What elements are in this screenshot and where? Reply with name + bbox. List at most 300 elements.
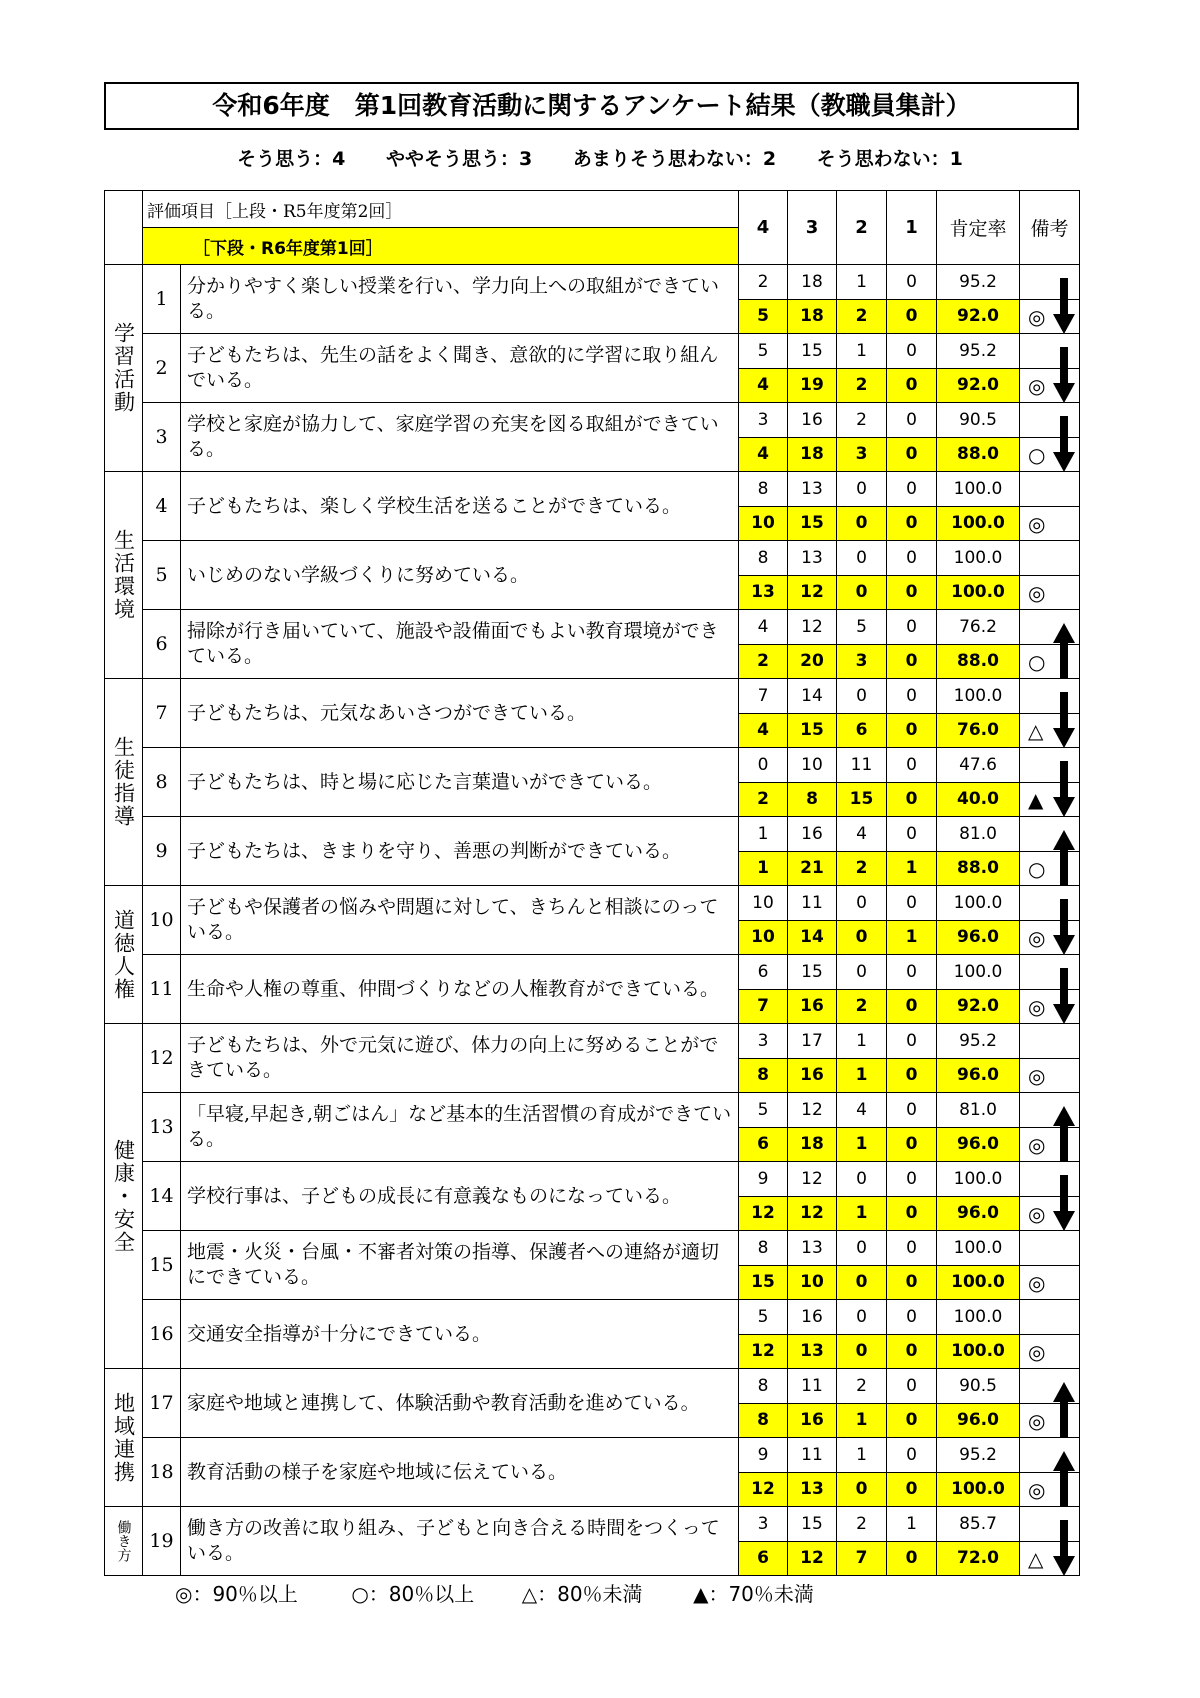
curr-value: 10 — [739, 506, 788, 541]
note-cell — [1020, 989, 1080, 1024]
prev-value: 0 — [887, 1300, 937, 1335]
header-note: 備考 — [1020, 191, 1080, 265]
prev-value: 95.2 — [937, 1438, 1020, 1473]
prev-value: 0 — [887, 265, 937, 300]
curr-value: 15 — [788, 713, 837, 748]
curr-value: 7 — [837, 1541, 887, 1576]
prev-value: 10 — [739, 886, 788, 921]
rating-mark: ◎ — [1028, 1339, 1046, 1364]
item-number: 17 — [143, 1369, 181, 1438]
item-number: 16 — [143, 1300, 181, 1369]
note-cell — [1020, 1127, 1080, 1162]
item-number: 1 — [143, 265, 181, 334]
prev-value: 0 — [887, 472, 937, 507]
prev-value: 76.2 — [937, 610, 1020, 645]
scale-3: ややそう思う：3 — [385, 148, 533, 170]
curr-value: 96.0 — [937, 1403, 1020, 1438]
prev-value: 18 — [788, 265, 837, 300]
prev-value: 0 — [837, 1162, 887, 1197]
curr-value: 92.0 — [937, 299, 1020, 334]
curr-value: 13 — [788, 1472, 837, 1507]
arrow-up-icon — [1053, 1106, 1075, 1162]
prev-value: 4 — [837, 817, 887, 852]
note-cell — [1020, 1300, 1080, 1335]
prev-value: 14 — [788, 679, 837, 714]
prev-value: 8 — [739, 472, 788, 507]
item-number: 11 — [143, 955, 181, 1024]
curr-value: 1 — [837, 1127, 887, 1162]
prev-value: 0 — [887, 748, 937, 783]
prev-value: 1 — [739, 817, 788, 852]
prev-value: 6 — [739, 955, 788, 990]
curr-value: 18 — [788, 1127, 837, 1162]
curr-value: 12 — [739, 1196, 788, 1231]
prev-value: 9 — [739, 1438, 788, 1473]
curr-value: 20 — [788, 644, 837, 679]
note-cell — [1020, 437, 1080, 472]
curr-value: 14 — [788, 920, 837, 955]
arrow-down-icon — [1053, 968, 1075, 1024]
prev-value: 5 — [739, 334, 788, 369]
curr-value: 96.0 — [937, 1196, 1020, 1231]
item-text: 子どもたちは、外で元気に遊び、体力の向上に努めることができている。 — [181, 1024, 739, 1093]
prev-value: 0 — [837, 541, 887, 576]
prev-value: 0 — [837, 886, 887, 921]
arrow-down-icon — [1053, 1520, 1075, 1576]
item-number: 12 — [143, 1024, 181, 1093]
item-text: 生命や人権の尊重、仲間づくりなどの人権教育ができている。 — [181, 955, 739, 1024]
curr-value: 1 — [837, 1196, 887, 1231]
item-text: 掃除が行き届いていて、施設や設備面でもよい教育環境ができている。 — [181, 610, 739, 679]
scale-1: そう思わない：1 — [816, 148, 963, 170]
rating-mark: ◎ — [1028, 1132, 1046, 1157]
rating-mark: ◎ — [1028, 580, 1046, 605]
note-cell — [1020, 1403, 1080, 1438]
prev-value: 3 — [739, 1507, 788, 1542]
item-text: 学校と家庭が協力して、家庭学習の充実を図る取組ができている。 — [181, 403, 739, 472]
curr-value: 16 — [788, 1058, 837, 1093]
curr-value: 15 — [788, 506, 837, 541]
note-cell — [1020, 1472, 1080, 1507]
prev-value: 81.0 — [937, 817, 1020, 852]
prev-value: 13 — [788, 1231, 837, 1266]
curr-value: 7 — [739, 989, 788, 1024]
rating-mark: ◎ — [1028, 925, 1046, 950]
curr-value: 12 — [739, 1334, 788, 1369]
curr-value: 100.0 — [937, 506, 1020, 541]
legend — [175, 1580, 1175, 1608]
arrow-down-icon — [1053, 899, 1075, 955]
curr-value: 12 — [739, 1472, 788, 1507]
curr-value: 3 — [837, 437, 887, 472]
legend-circle: ○：80％以上 — [351, 1582, 475, 1606]
note-cell — [1020, 1024, 1080, 1059]
prev-value: 0 — [837, 1300, 887, 1335]
curr-value: 2 — [739, 782, 788, 817]
curr-value: 0 — [887, 1196, 937, 1231]
prev-value: 1 — [837, 265, 887, 300]
item-number: 4 — [143, 472, 181, 541]
prev-value: 2 — [837, 1507, 887, 1542]
prev-value: 17 — [788, 1024, 837, 1059]
header-col-3: 3 — [788, 191, 837, 265]
arrow-down-icon — [1053, 761, 1075, 817]
curr-value: 19 — [788, 368, 837, 403]
header-col-2: 2 — [837, 191, 887, 265]
curr-value: 8 — [788, 782, 837, 817]
header-col-4: 4 — [739, 191, 788, 265]
item-text: 家庭や地域と連携して、体験活動や教育活動を進めている。 — [181, 1369, 739, 1438]
prev-value: 0 — [887, 1093, 937, 1128]
prev-value: 90.5 — [937, 1369, 1020, 1404]
prev-value: 0 — [887, 886, 937, 921]
curr-value: 0 — [887, 299, 937, 334]
curr-value: 0 — [837, 1334, 887, 1369]
curr-value: 12 — [788, 1541, 837, 1576]
prev-value: 0 — [887, 334, 937, 369]
category-label: 学習活動 — [105, 265, 143, 472]
curr-value: 0 — [837, 506, 887, 541]
prev-value: 15 — [788, 334, 837, 369]
rating-mark: ◎ — [1028, 304, 1046, 329]
prev-value: 1 — [837, 1438, 887, 1473]
curr-value: 4 — [739, 368, 788, 403]
legend-double-circle: ◎：90％以上 — [175, 1582, 298, 1606]
curr-value: 12 — [788, 575, 837, 610]
prev-value: 12 — [788, 1162, 837, 1197]
prev-value: 0 — [887, 817, 937, 852]
header-rate: 肯定率 — [937, 191, 1020, 265]
item-text: 子どもたちは、きまりを守り、善悪の判断ができている。 — [181, 817, 739, 886]
prev-value: 11 — [788, 1369, 837, 1404]
prev-value: 11 — [788, 886, 837, 921]
prev-value: 13 — [788, 472, 837, 507]
curr-value: 0 — [887, 506, 937, 541]
prev-value: 100.0 — [937, 886, 1020, 921]
item-number: 14 — [143, 1162, 181, 1231]
item-number: 13 — [143, 1093, 181, 1162]
item-text: 教育活動の様子を家庭や地域に伝えている。 — [181, 1438, 739, 1507]
curr-value: 2 — [837, 851, 887, 886]
item-number: 7 — [143, 679, 181, 748]
arrow-down-icon — [1053, 692, 1075, 748]
prev-value: 9 — [739, 1162, 788, 1197]
item-text: 子どもたちは、元気なあいさつができている。 — [181, 679, 739, 748]
prev-value: 1 — [837, 334, 887, 369]
item-number: 6 — [143, 610, 181, 679]
arrow-up-icon — [1053, 1382, 1075, 1438]
curr-value: 40.0 — [937, 782, 1020, 817]
item-text: 子どもたちは、先生の話をよく聞き、意欲的に学習に取り組んでいる。 — [181, 334, 739, 403]
prev-value: 15 — [788, 1507, 837, 1542]
prev-value: 0 — [887, 1438, 937, 1473]
note-cell — [1020, 782, 1080, 817]
rating-mark: ○ — [1028, 649, 1046, 674]
note-cell — [1020, 368, 1080, 403]
prev-value: 100.0 — [937, 472, 1020, 507]
item-text: 働き方の改善に取り組み、子どもと向き合える時間をつくっている。 — [181, 1507, 739, 1576]
note-cell — [1020, 1231, 1080, 1266]
item-text: いじめのない学級づくりに努めている。 — [181, 541, 739, 610]
curr-value: 0 — [887, 368, 937, 403]
curr-value: 21 — [788, 851, 837, 886]
curr-value: 100.0 — [937, 1334, 1020, 1369]
item-number: 9 — [143, 817, 181, 886]
rating-mark: ◎ — [1028, 1201, 1046, 1226]
prev-value: 1 — [887, 1507, 937, 1542]
prev-value: 12 — [788, 610, 837, 645]
item-number: 2 — [143, 334, 181, 403]
arrow-up-icon — [1053, 623, 1075, 679]
curr-value: 0 — [837, 920, 887, 955]
item-text: 交通安全指導が十分にできている。 — [181, 1300, 739, 1369]
item-text: 地震・火災・台風・不審者対策の指導、保護者への連絡が適切にできている。 — [181, 1231, 739, 1300]
prev-value: 5 — [739, 1300, 788, 1335]
rating-mark: △ — [1028, 718, 1044, 743]
scale-4: そう思う：4 — [237, 148, 346, 170]
curr-value: 1 — [739, 851, 788, 886]
item-number: 5 — [143, 541, 181, 610]
curr-value: 92.0 — [937, 989, 1020, 1024]
curr-value: 0 — [887, 713, 937, 748]
curr-value: 72.0 — [937, 1541, 1020, 1576]
curr-value: 0 — [887, 1403, 937, 1438]
curr-value: 88.0 — [937, 851, 1020, 886]
rating-mark: ▲ — [1028, 787, 1044, 812]
curr-value: 0 — [887, 644, 937, 679]
header-corner — [105, 191, 143, 265]
curr-value: 1 — [887, 851, 937, 886]
curr-value: 96.0 — [937, 920, 1020, 955]
prev-value: 5 — [739, 1093, 788, 1128]
curr-value: 0 — [887, 782, 937, 817]
curr-value: 92.0 — [937, 368, 1020, 403]
curr-value: 0 — [887, 575, 937, 610]
prev-value: 8 — [739, 541, 788, 576]
prev-value: 100.0 — [937, 541, 1020, 576]
prev-value: 15 — [788, 955, 837, 990]
legend-triangle: △：80％未満 — [521, 1582, 643, 1606]
note-cell — [1020, 299, 1080, 334]
prev-value: 8 — [739, 1369, 788, 1404]
curr-value: 1 — [837, 1403, 887, 1438]
curr-value: 3 — [837, 644, 887, 679]
rating-mark: ○ — [1028, 442, 1046, 467]
prev-value: 95.2 — [937, 1024, 1020, 1059]
rating-mark: ◎ — [1028, 1063, 1046, 1088]
prev-value: 1 — [837, 1024, 887, 1059]
item-text: 「早寝,早起き,朝ごはん」など基本的生活習慣の育成ができている。 — [181, 1093, 739, 1162]
prev-value: 16 — [788, 403, 837, 438]
page-title: 令和6年度 第1回教育活動に関するアンケート結果（教職員集計） — [104, 82, 1079, 130]
curr-value: 0 — [887, 1058, 937, 1093]
prev-value: 100.0 — [937, 1231, 1020, 1266]
prev-value: 0 — [887, 610, 937, 645]
prev-value: 0 — [887, 1024, 937, 1059]
rating-mark: ○ — [1028, 856, 1046, 881]
arrow-up-icon — [1053, 830, 1075, 886]
prev-value: 2 — [837, 1369, 887, 1404]
curr-value: 1 — [837, 1058, 887, 1093]
prev-value: 0 — [837, 955, 887, 990]
survey-table — [104, 190, 1080, 1576]
prev-value: 11 — [837, 748, 887, 783]
curr-value: 0 — [837, 1265, 887, 1300]
prev-value: 11 — [788, 1438, 837, 1473]
curr-value: 2 — [837, 368, 887, 403]
category-label: 地域連携 — [105, 1369, 143, 1507]
item-text: 子どもたちは、時と場に応じた言葉遣いができている。 — [181, 748, 739, 817]
prev-value: 0 — [887, 955, 937, 990]
header-item-lower: ［下段・R6年度第1回］ — [143, 228, 739, 265]
curr-value: 15 — [739, 1265, 788, 1300]
prev-value: 4 — [837, 1093, 887, 1128]
prev-value: 100.0 — [937, 955, 1020, 990]
curr-value: 88.0 — [937, 644, 1020, 679]
prev-value: 0 — [887, 1162, 937, 1197]
curr-value: 1 — [887, 920, 937, 955]
curr-value: 2 — [837, 299, 887, 334]
prev-value: 10 — [788, 748, 837, 783]
prev-value: 5 — [837, 610, 887, 645]
curr-value: 0 — [837, 575, 887, 610]
prev-value: 2 — [739, 265, 788, 300]
prev-value: 100.0 — [937, 1300, 1020, 1335]
prev-value: 100.0 — [937, 679, 1020, 714]
note-cell — [1020, 1334, 1080, 1369]
category-label: 生活環境 — [105, 472, 143, 679]
curr-value: 100.0 — [937, 1265, 1020, 1300]
rating-scale — [0, 144, 1200, 174]
prev-value: 2 — [837, 403, 887, 438]
prev-value: 8 — [739, 1231, 788, 1266]
note-cell — [1020, 1196, 1080, 1231]
prev-value: 0 — [739, 748, 788, 783]
arrow-down-icon — [1053, 1175, 1075, 1231]
arrow-up-icon — [1053, 1451, 1075, 1507]
note-cell — [1020, 1265, 1080, 1300]
curr-value: 10 — [788, 1265, 837, 1300]
note-cell — [1020, 851, 1080, 886]
curr-value: 100.0 — [937, 1472, 1020, 1507]
prev-value: 100.0 — [937, 1162, 1020, 1197]
prev-value: 95.2 — [937, 334, 1020, 369]
item-number: 10 — [143, 886, 181, 955]
header-col-1: 1 — [887, 191, 937, 265]
item-text: 子どもたちは、楽しく学校生活を送ることができている。 — [181, 472, 739, 541]
curr-value: 0 — [887, 1472, 937, 1507]
prev-value: 81.0 — [937, 1093, 1020, 1128]
rating-mark: ◎ — [1028, 1408, 1046, 1433]
prev-value: 16 — [788, 1300, 837, 1335]
arrow-down-icon — [1053, 347, 1075, 403]
note-cell — [1020, 1058, 1080, 1093]
item-number: 8 — [143, 748, 181, 817]
curr-value: 4 — [739, 713, 788, 748]
note-cell — [1020, 472, 1080, 507]
curr-value: 76.0 — [937, 713, 1020, 748]
curr-value: 4 — [739, 437, 788, 472]
prev-value: 13 — [788, 541, 837, 576]
curr-value: 0 — [887, 437, 937, 472]
curr-value: 6 — [739, 1127, 788, 1162]
prev-value: 0 — [837, 1231, 887, 1266]
item-number: 18 — [143, 1438, 181, 1507]
curr-value: 8 — [739, 1403, 788, 1438]
curr-value: 16 — [788, 1403, 837, 1438]
prev-value: 3 — [739, 403, 788, 438]
curr-value: 10 — [739, 920, 788, 955]
prev-value: 0 — [887, 1231, 937, 1266]
note-cell — [1020, 541, 1080, 576]
note-cell — [1020, 920, 1080, 955]
curr-value: 18 — [788, 437, 837, 472]
curr-value: 0 — [887, 1334, 937, 1369]
prev-value: 0 — [837, 472, 887, 507]
category-label: 働き方 — [105, 1507, 143, 1576]
curr-value: 6 — [739, 1541, 788, 1576]
curr-value: 6 — [837, 713, 887, 748]
curr-value: 2 — [837, 989, 887, 1024]
scale-2: あまりそう思わない：2 — [572, 148, 777, 170]
curr-value: 100.0 — [937, 575, 1020, 610]
item-text: 子どもや保護者の悩みや問題に対して、きちんと相談にのっている。 — [181, 886, 739, 955]
curr-value: 0 — [887, 989, 937, 1024]
note-cell — [1020, 713, 1080, 748]
prev-value: 0 — [887, 1369, 937, 1404]
category-label: 道徳人権 — [105, 886, 143, 1024]
prev-value: 0 — [887, 541, 937, 576]
note-cell — [1020, 575, 1080, 610]
rating-mark: △ — [1028, 1546, 1044, 1571]
item-number: 3 — [143, 403, 181, 472]
prev-value: 16 — [788, 817, 837, 852]
prev-value: 0 — [837, 679, 887, 714]
curr-value: 88.0 — [937, 437, 1020, 472]
rating-mark: ◎ — [1028, 511, 1046, 536]
item-number: 15 — [143, 1231, 181, 1300]
prev-value: 12 — [788, 1093, 837, 1128]
curr-value: 16 — [788, 989, 837, 1024]
prev-value: 90.5 — [937, 403, 1020, 438]
curr-value: 0 — [887, 1127, 937, 1162]
curr-value: 13 — [739, 575, 788, 610]
arrow-down-icon — [1053, 278, 1075, 334]
rating-mark: ◎ — [1028, 373, 1046, 398]
prev-value: 4 — [739, 610, 788, 645]
curr-value: 0 — [887, 1265, 937, 1300]
curr-value: 13 — [788, 1334, 837, 1369]
prev-value: 0 — [887, 403, 937, 438]
prev-value: 7 — [739, 679, 788, 714]
curr-value: 96.0 — [937, 1127, 1020, 1162]
category-label: 健康・安全 — [105, 1024, 143, 1369]
prev-value: 95.2 — [937, 265, 1020, 300]
curr-value: 0 — [837, 1472, 887, 1507]
prev-value: 47.6 — [937, 748, 1020, 783]
prev-value: 85.7 — [937, 1507, 1020, 1542]
curr-value: 12 — [788, 1196, 837, 1231]
note-cell — [1020, 1541, 1080, 1576]
legend-filled-triangle: ▲：70％未満 — [693, 1582, 814, 1606]
curr-value: 2 — [739, 644, 788, 679]
rating-mark: ◎ — [1028, 994, 1046, 1019]
note-cell — [1020, 506, 1080, 541]
note-cell — [1020, 644, 1080, 679]
curr-value: 8 — [739, 1058, 788, 1093]
item-text: 分かりやすく楽しい授業を行い、学力向上への取組ができている。 — [181, 265, 739, 334]
rating-mark: ◎ — [1028, 1270, 1046, 1295]
